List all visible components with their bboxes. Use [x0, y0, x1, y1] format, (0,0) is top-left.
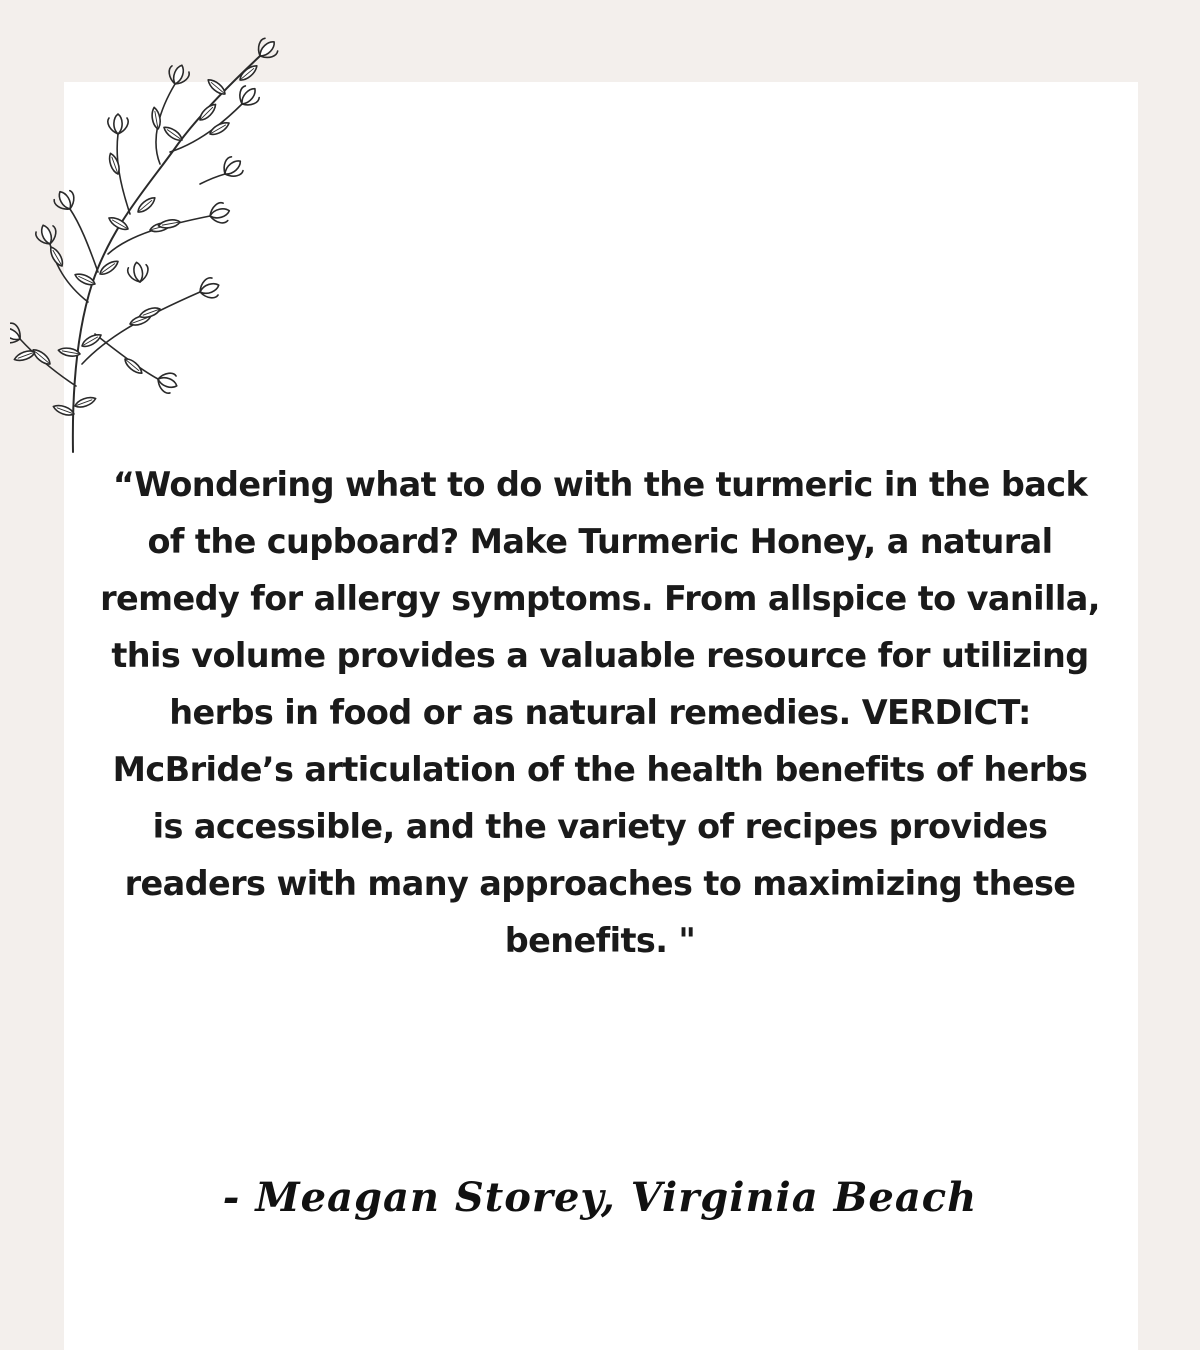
herb-sprig-icon [10, 34, 300, 459]
testimonial-attribution: - Meagan Storey, Virginia Beach [222, 1174, 978, 1221]
testimonial-quote: “Wondering what to do with the turmeric in the back of the cupboard? Make Turmeric Honey, a natural remedy for allergy symptoms. From allspice to vanilla, this volume provides a valuable resource for utilizing herbs in food or as natural remedies. VERDICT: McBride’s articulation of the health benefits of herbs is accessible, and the variety of recipes provides readers with many approaches to maximizing these benefits. " [100, 465, 1100, 960]
